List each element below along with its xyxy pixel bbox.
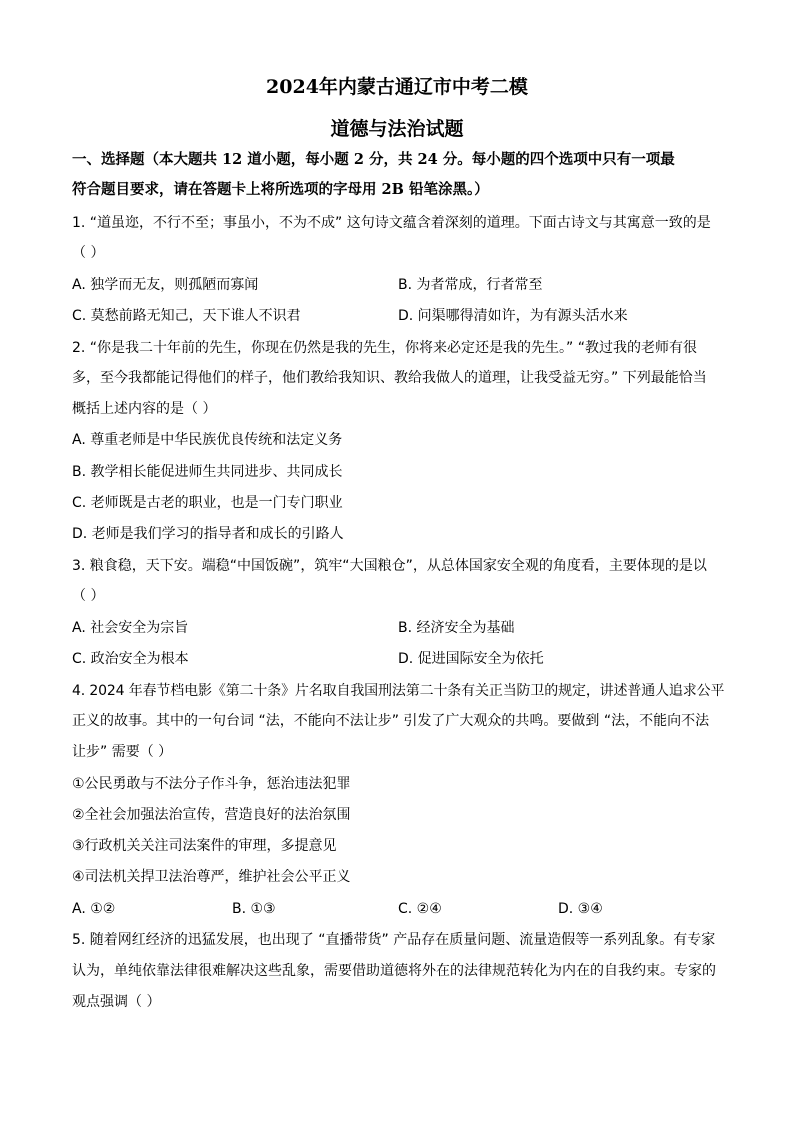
q2-stem-line3: 概括上述内容的是（ ） — [72, 401, 217, 417]
q1-option-b: B. 为者常成，行者常至 — [398, 277, 543, 293]
q2-option-d: D. 老师是我们学习的指导者和成长的引路人 — [72, 526, 344, 542]
q2-option-c: C. 老师既是古老的职业，也是一门专门职业 — [72, 495, 343, 511]
q1-option-c: C. 莫愁前路无知己，天下谁人不识君 — [72, 308, 301, 324]
q2-stem-line2: 多，至今我都能记得他们的样子，他们教给我知识、教给我做人的道理，让我受益无穷。” 下列最能恰当 — [72, 370, 707, 386]
q2-option-b: B. 教学相长能促进师生共同进步、共同成长 — [72, 464, 343, 480]
q3-stem-line2: （ ） — [72, 588, 105, 604]
q4-stem-line1: 4. 2024 年春节档电影《第二十条》片名取自我国刑法第二十条有关正当防卫的规定，讲述普通人追求公平 — [72, 683, 725, 699]
q2-stem-line1: 2. “你是我二十年前的先生，你现在仍然是我的先生，你将来必定还是我的先生。” “教过我的老师有很 — [72, 340, 698, 356]
q4-stem-line2: 正义的故事。其中的一句台词 “法，不能向不法让步” 引发了广大观众的共鸣。要做到 “法，不能向不法 — [72, 713, 710, 729]
q1-stem-line1: 1. “道虽迩，不行不至；事虽小，不为不成” 这句诗文蕴含着深刻的道理。下面古诗文与其寓意一致的是 — [72, 215, 711, 231]
q3-option-b: B. 经济安全为基础 — [398, 620, 515, 636]
section-instructions-line1: 一、选择题（本大题共 12 道小题，每小题 2 分，共 24 分。每小题的四个选项中只有一项最 — [72, 151, 675, 168]
q4-statement-1: ①公民勇敢与不法分子作斗争，惩治违法犯罪 — [72, 776, 351, 792]
q3-option-c: C. 政治安全为根本 — [72, 651, 189, 667]
q1-option-a: A. 独学而无友，则孤陋而寡闻 — [72, 277, 259, 293]
q2-option-a: A. 尊重老师是中华民族优良传统和法定义务 — [72, 432, 343, 448]
q4-option-d: D. ③④ — [558, 901, 603, 917]
q3-stem-line1: 3. 粮食稳，天下安。端稳“中国饭碗”，筑牢“大国粮仓”，从总体国家安全观的角度看，主要体现的是以 — [72, 558, 707, 574]
page-title: 2024年内蒙古通辽市中考二模 — [266, 76, 528, 98]
q4-option-c: C. ②④ — [398, 901, 442, 917]
q4-stem-line3: 让步” 需要（ ） — [72, 744, 173, 760]
q4-option-a: A. ①② — [72, 901, 116, 917]
q4-statement-2: ②全社会加强法治宣传，营造良好的法治氛围 — [72, 807, 351, 823]
section-instructions-line2: 符合题目要求，请在答题卡上将所选项的字母用 2B 铅笔涂黑。） — [72, 181, 489, 198]
q1-option-d: D. 问渠哪得清如许，为有源头活水来 — [398, 308, 628, 324]
q4-option-b: B. ①③ — [232, 901, 276, 917]
q5-stem-line2: 认为，单纯依靠法律很难解决这些乱象，需要借助道德将外在的法律规范转化为内在的自我约束。专家的 — [72, 963, 716, 979]
q1-stem-line2: （ ） — [72, 245, 105, 261]
q4-statement-4: ④司法机关捍卫法治尊严，维护社会公平正义 — [72, 869, 351, 885]
q3-option-a: A. 社会安全为宗旨 — [72, 620, 189, 636]
page-subtitle: 道德与法治试题 — [330, 118, 464, 140]
q5-stem-line1: 5. 随着网红经济的迅猛发展，也出现了 “直播带货” 产品存在质量问题、流量造假等一系列乱象。有专家 — [72, 932, 716, 948]
q3-option-d: D. 促进国际安全为依托 — [398, 651, 544, 667]
q4-statement-3: ③行政机关关注司法案件的审理，多提意见 — [72, 838, 337, 854]
q5-stem-line3: 观点强调（ ） — [72, 994, 161, 1010]
